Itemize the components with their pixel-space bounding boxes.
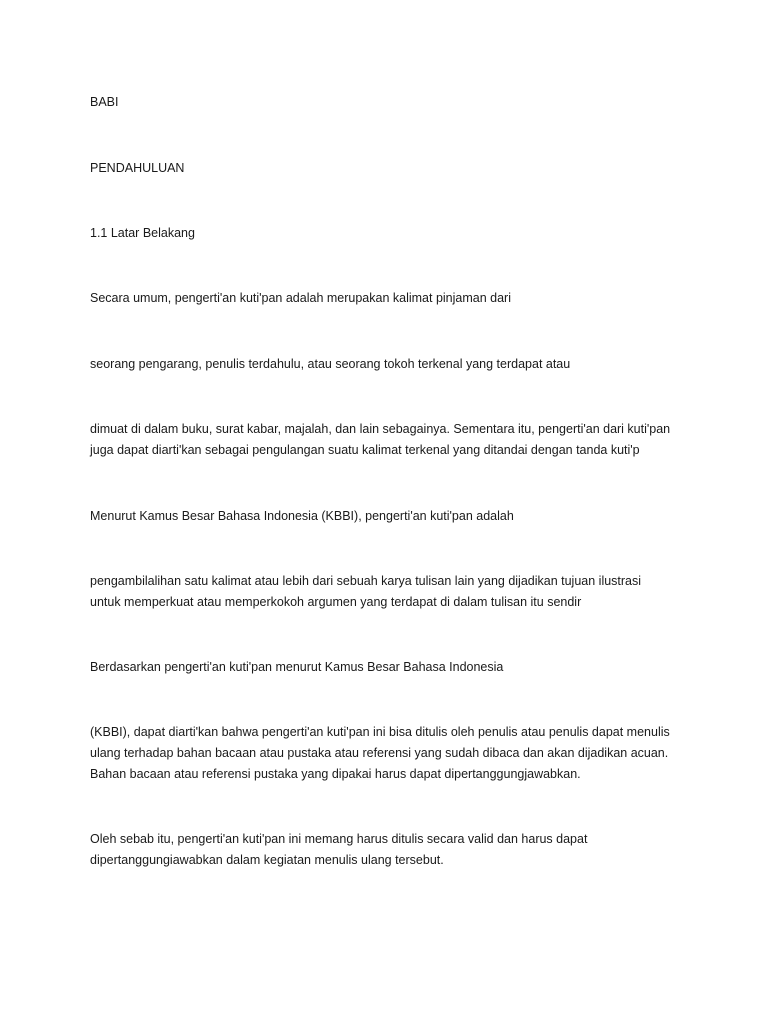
paragraph-line: Bahan bacaan atau referensi pustaka yang dipakai harus dapat dipertanggungjawabkan. [90, 767, 581, 781]
section-heading: 1.1 Latar Belakang [90, 226, 195, 240]
chapter-title: PENDAHULUAN [90, 161, 185, 175]
paragraph-line: Secara umum, pengerti'an kuti'pan adalah merupakan kalimat pinjaman dari [90, 291, 511, 305]
paragraph-line: Berdasarkan pengerti'an kuti'pan menurut Kamus Besar Bahasa Indonesia [90, 660, 504, 674]
chapter-heading: BABI [90, 95, 119, 109]
paragraph-line: seorang pengarang, penulis terdahulu, atau seorang tokoh terkenal yang terdapat atau [90, 357, 571, 371]
paragraph-line: dimuat di dalam buku, surat kabar, majalah, dan lain sebagainya. Sementara itu, pengerti'an dari kuti'pan [90, 422, 671, 436]
paragraph-line: juga dapat diarti'kan sebagai pengulangan suatu kalimat terkenal yang ditandai dengan tanda kuti'p [90, 443, 640, 457]
paragraph-line: untuk memperkuat atau memperkokoh argumen yang terdapat di dalam tulisan itu sendir [90, 595, 582, 609]
paragraph-line: pengambilalihan satu kalimat atau lebih dari sebuah karya tulisan lain yang dijadikan tujuan ilustrasi [90, 574, 642, 588]
paragraph-line: Menurut Kamus Besar Bahasa Indonesia (KBBI), pengerti'an kuti'pan adalah [90, 509, 514, 523]
paragraph-line: ulang terhadap bahan bacaan atau pustaka atau referensi yang sudah dibaca dan akan dijadikan acuan. [90, 746, 669, 760]
paragraph-line: (KBBI), dapat diarti'kan bahwa pengerti'an kuti'pan ini bisa ditulis oleh penulis atau penulis dapat menulis [90, 725, 670, 739]
paragraph-line: Oleh sebab itu, pengerti'an kuti'pan ini memang harus ditulis secara valid dan harus dapat [90, 832, 588, 846]
paragraph-line: dipertanggungiawabkan dalam kegiatan menulis ulang tersebut. [90, 853, 444, 867]
